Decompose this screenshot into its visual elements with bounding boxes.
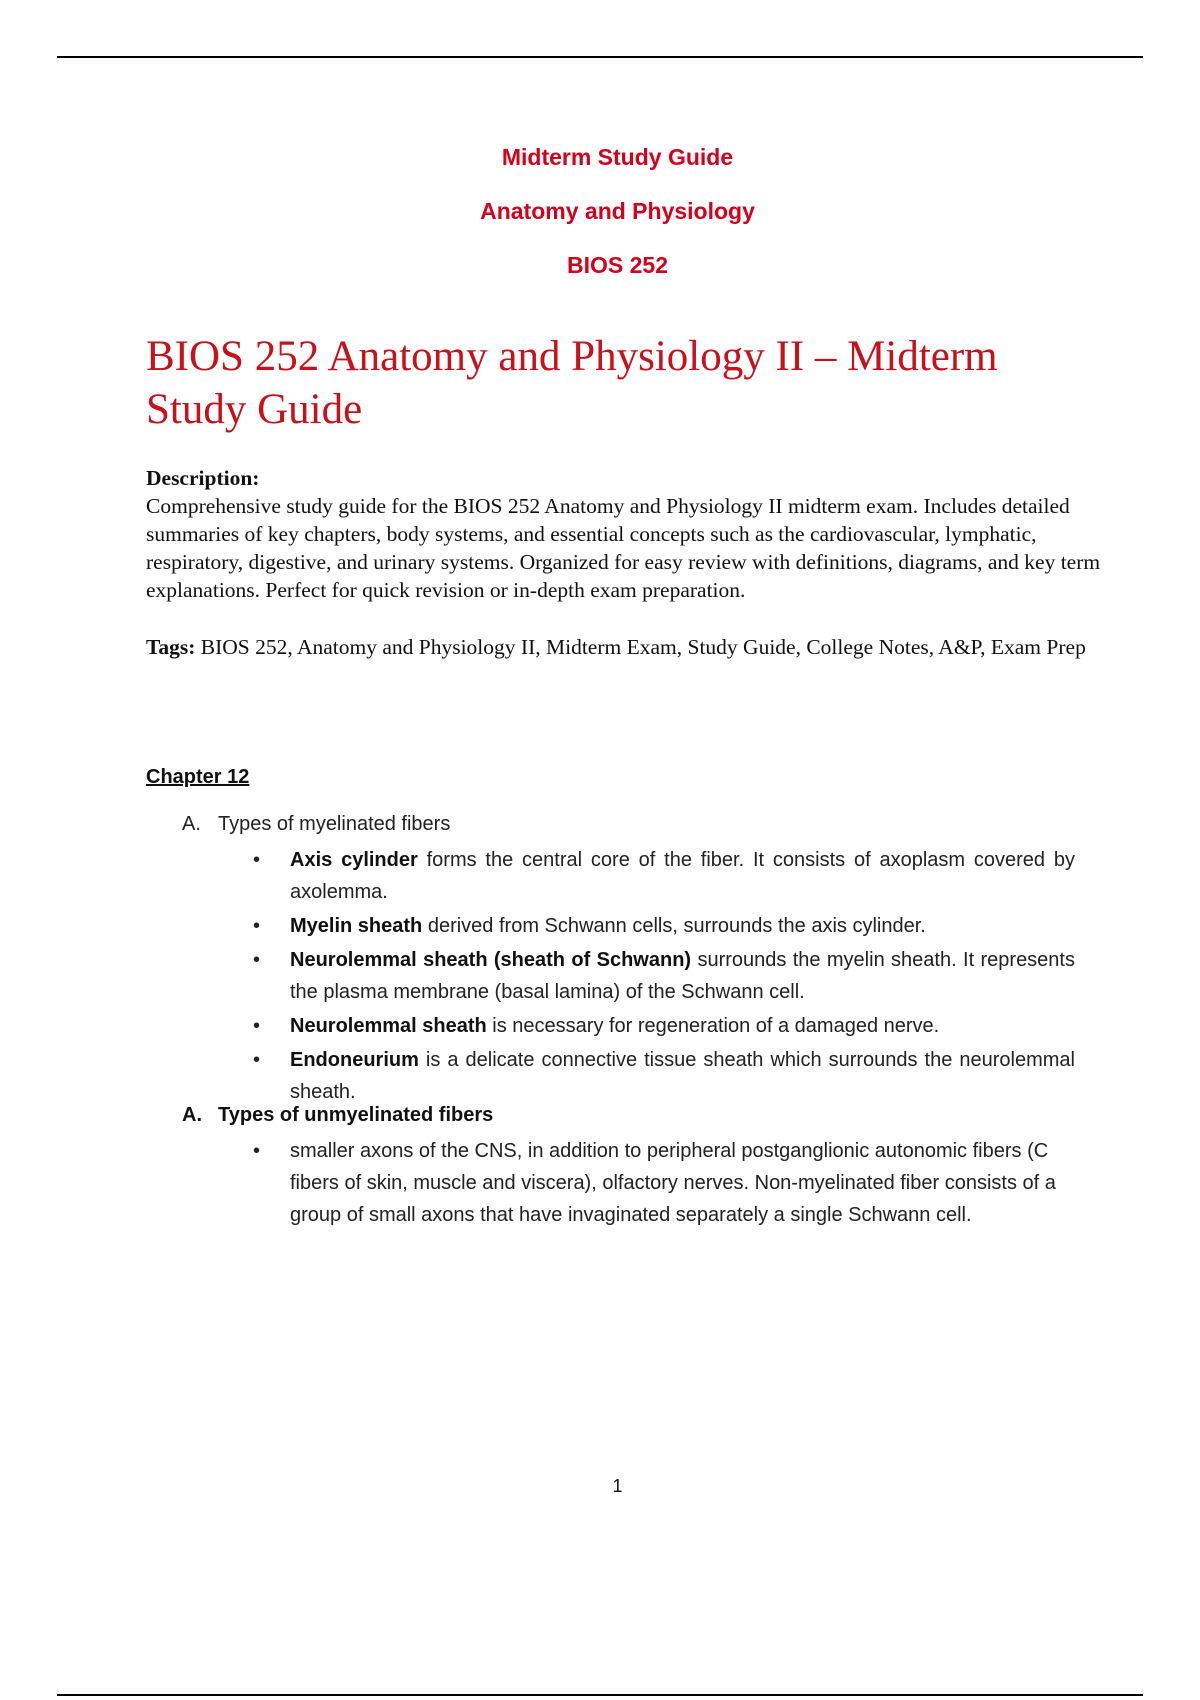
top-rule — [57, 56, 1143, 58]
section-title: Types of myelinated fibers — [218, 813, 451, 835]
list-item — [253, 1135, 1075, 1231]
tags-label: Tags: — [146, 635, 196, 659]
list-item-text: smaller axons of the CNS, in addition to peripheral postganglionic autonomic fibers (C fibers of skin, muscle and viscera), olfactory nerves. Non-myelinated fiber consists of a group of small axons that have invaginated separately a single Schwann cell. — [290, 1140, 1056, 1226]
document-title: BIOS 252 Anatomy and Physiology II – Midterm Study Guide — [146, 333, 998, 433]
bullet-icon: • — [253, 849, 261, 871]
header-line-2: Anatomy and Physiology — [480, 198, 755, 224]
myelinated-fiber-list — [253, 844, 1075, 1110]
header-line-1: Midterm Study Guide — [501, 144, 734, 170]
list-item — [253, 844, 1075, 908]
description-text: Comprehensive study guide for the BIOS 252 Anatomy and Physiology II midterm exam. Includes detailed summaries of key chapters, body systems, and essential concepts such as the cardiovascular, lymphatic, respiratory, digestive, and urinary systems. Organized for easy review with definitions, diagrams, and key term explanations. Perfect for quick revision or in-depth exam preparation. — [146, 494, 1101, 602]
list-item-term: Neurolemmal sheath — [290, 1015, 487, 1037]
list-item-text: surrounds the myelin sheath. It represents the plasma membrane (basal lamina) of the Schwann cell. — [290, 949, 1075, 1003]
bullet-icon: • — [253, 1015, 261, 1037]
unmyelinated-fiber-list — [253, 1135, 1075, 1233]
section-number: A. — [182, 1104, 202, 1126]
page-number: 1 — [612, 1476, 623, 1496]
bullet-icon: • — [253, 1140, 261, 1162]
list-item-term: Neurolemmal sheath (sheath of Schwann) — [290, 949, 692, 971]
section-title: Types of unmyelinated fibers — [218, 1104, 494, 1126]
bullet-icon: • — [253, 1049, 261, 1071]
section-myelinated-heading — [182, 813, 450, 836]
header-line-3: BIOS 252 — [567, 252, 668, 278]
list-item-text: is necessary for regeneration of a damaged nerve. — [486, 1015, 940, 1037]
tags-block — [146, 633, 1126, 661]
description-label: Description: — [146, 466, 260, 490]
list-item-text: is a delicate connective tissue sheath which surrounds the neurolemmal sheath. — [290, 1049, 1075, 1103]
bottom-rule — [57, 1694, 1143, 1696]
list-item-text: forms the central core of the fiber. It consists of axoplasm covered by axolemma. — [290, 849, 1075, 903]
section-number: A. — [182, 813, 201, 835]
list-item — [253, 1044, 1075, 1108]
list-item — [253, 910, 1075, 942]
bullet-icon: • — [253, 915, 261, 937]
description-block — [146, 464, 1126, 604]
document-header — [0, 144, 1200, 306]
bullet-icon: • — [253, 949, 261, 971]
list-item-term: Axis cylinder — [290, 849, 418, 871]
list-item-term: Myelin sheath — [290, 915, 423, 937]
section-unmyelinated-heading — [182, 1104, 493, 1127]
list-item-text: derived from Schwann cells, surrounds the axis cylinder. — [422, 915, 926, 937]
list-item — [253, 944, 1075, 1008]
list-item — [253, 1010, 1075, 1042]
tags-text: BIOS 252, Anatomy and Physiology II, Midterm Exam, Study Guide, College Notes, A&P, Exam Prep — [195, 635, 1086, 659]
list-item-term: Endoneurium — [290, 1049, 419, 1071]
chapter-heading: Chapter 12 — [146, 766, 250, 788]
